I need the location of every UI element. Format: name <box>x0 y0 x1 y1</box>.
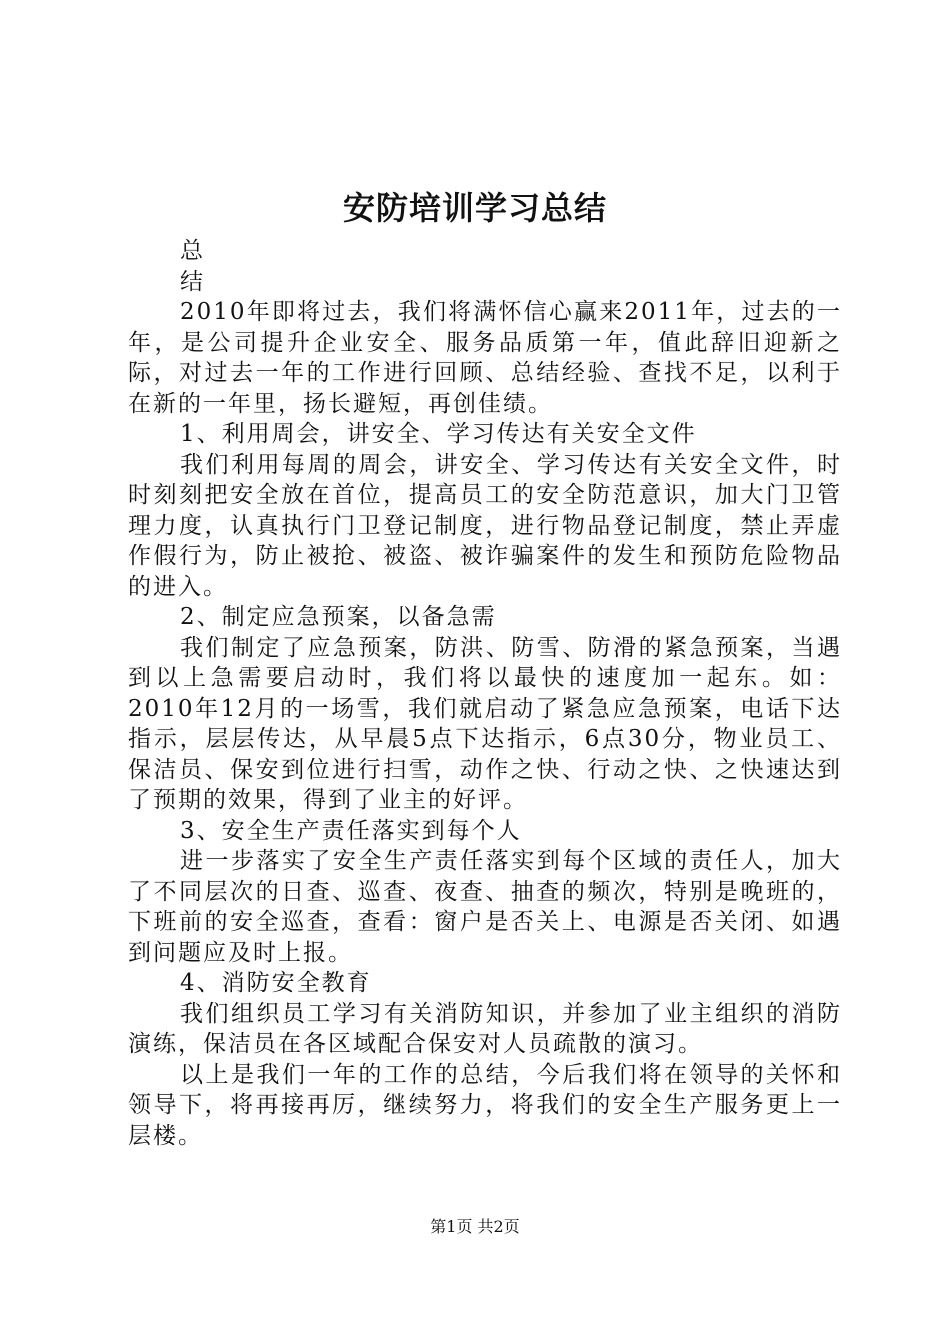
heading-char-1: 总 <box>180 238 205 264</box>
section-paragraph-3: 进一步落实了安全生产责任落实到每个区域的责任人，加大了不同层次的日查、巡查、夜查、抽查的频次，特别是晚班的，下班前的安全巡查，查看：窗户是否关上、电源是否关闭、如遇到问题应及时上报。 <box>128 848 842 966</box>
heading-char-2: 结 <box>180 268 205 295</box>
section-paragraph-1: 我们利用每周的周会，讲安全、学习传达有关安全文件，时时刻刻把安全放在首位，提高员工的安全防范意识，加大门卫管理力度，认真执行门卫登记制度，进行物品登记制度，禁止弄虚作假行为，防止被抢、被盗、被诈骗案件的发生和预防危险物品的进入。 <box>128 451 842 600</box>
section-heading-2: 2、制定应急预案，以备急需 <box>180 604 497 630</box>
document-title: 安防培训学习总结 <box>342 189 607 227</box>
document-body <box>128 236 842 1151</box>
section-paragraph-4: 我们组织员工学习有关消防知识，并参加了业主组织的消防演练，保洁员在各区域配合保安对人员疏散的演习。 <box>128 1000 842 1057</box>
page-number-footer: 第1页 共2页 <box>430 1217 520 1236</box>
section-heading-1: 1、利用周会，讲安全、学习传达有关安全文件 <box>180 421 697 447</box>
section-paragraph-2: 我们制定了应急预案，防洪、防雪、防滑的紧急预案，当遇到以上急需要启动时，我们将以最快的速度加一起东。如：2010年12月的一场雪，我们就启动了紧急应急预案，电话下达指示，层层传达，从早晨5点下达指示，6点30分，物业员工、保洁员、保安到位进行扫雪，动作之快、行动之快、之快速达到了预期的效果，得到了业主的好评。 <box>128 634 842 813</box>
section-heading-4: 4、消防安全教育 <box>180 970 372 996</box>
closing-paragraph: 以上是我们一年的工作的总结，今后我们将在领导的关怀和领导下，将再接再厉，继续努力，将我们的安全生产服务更上一层楼。 <box>128 1061 842 1149</box>
intro-paragraph: 2010年即将过去，我们将满怀信心赢来2011年，过去的一年，是公司提升企业安全、服务品质第一年，值此辞旧迎新之际，对过去一年的工作进行回顾、总结经验、查找不足，以利于在新的一年里，扬长避短，再创佳绩。 <box>128 299 842 417</box>
section-heading-3: 3、安全生产责任落实到每个人 <box>180 817 522 844</box>
